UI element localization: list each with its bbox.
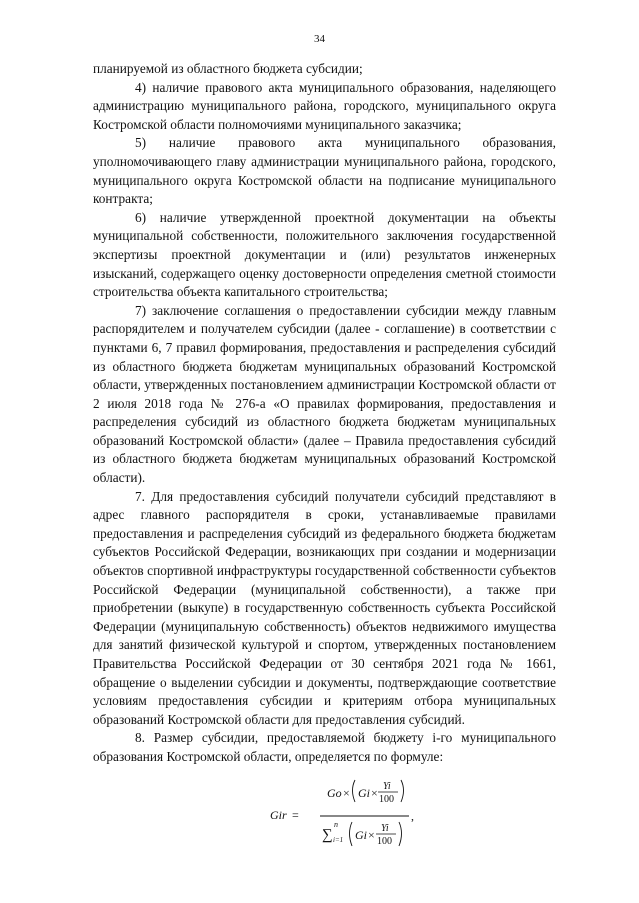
formula-yi-2: Yi — [381, 823, 389, 834]
paragraph-item-6: 6) наличие утвержденной проектной документации на объекты муниципальной собственности, положительного заключения государственной экспертизы проектной документации и (или) результатов инженерных изысканий, содержащего оценку достоверности определения сметной стоимости строительства объекта капитального строительства; — [93, 209, 556, 300]
document-body — [93, 60, 556, 767]
formula-trailing-comma: , — [411, 809, 414, 823]
formula-times-2: × — [371, 786, 378, 800]
formula-yi-1: Yi — [383, 781, 391, 792]
paragraph-item-4: 4) наличие правового акта муниципального образования, наделяющего администрацию муниципального района, городского, муниципального округа Костромской области полномочиями муниципального заказчика; — [93, 79, 556, 132]
formula-paren-right-2 — [399, 822, 402, 846]
formula-paren-left-1 — [353, 780, 356, 802]
formula-sigma-lower: i=1 — [333, 836, 344, 844]
subsidy-formula — [270, 770, 430, 860]
formula-sigma-upper: n — [334, 820, 338, 829]
formula-paren-left-2 — [350, 822, 353, 846]
formula-sigma: ∑ — [322, 827, 333, 843]
formula-gi-1: Gi — [358, 786, 370, 800]
formula-times-1: × — [343, 786, 350, 800]
formula-hundred-1: 100 — [379, 794, 394, 805]
formula-lhs: Gir — [270, 808, 287, 822]
formula-times-3: × — [368, 828, 375, 842]
paragraph-section-8: 8. Размер субсидии, предоставляемой бюджету i-го муниципального образования Костромской области, определяется по формуле: — [93, 730, 556, 764]
formula-go: Go — [327, 786, 342, 800]
page-number: 34 — [314, 33, 325, 45]
formula-gi-2: Gi — [355, 828, 367, 842]
paragraph-item-7: 7) заключение соглашения о предоставлении субсидии между главным распорядителем и получателем субсидии (далее - соглашение) в соответствии с пунктами 6, 7 правил формирования, предоставления и распределения субсидий из областного бюджета бюджетам муниципальных образований Костромской области, утвержденных постановлением администрации Костромской области от 2 июля 2018 года № 276-а «О правилах формирования, предоставления и распределения субсидий из областного бюджета бюджетам муниципальных образований Костромской области» (далее – Правила предоставления субсидий из областного бюджета бюджетам муниципальных образований Костромской области). — [93, 302, 556, 486]
paragraph-0: планируемой из областного бюджета субсидии; — [93, 61, 363, 76]
formula-paren-right-1 — [401, 780, 404, 802]
formula-hundred-2: 100 — [377, 836, 392, 847]
formula-equals: = — [292, 808, 299, 822]
paragraph-section-7: 7. Для предоставления субсидий получатели субсидий представляют в адрес главного распорядителя в сроки, устанавливаемые правилами предоставления и распределения субсидий из федерального бюджета бюджетам субъектов Российской Федерации, возникающих при создании и модернизации объектов спортивной инфраструктуры государственной собственности субъектов Российской Федерации (муниципальной собственности), а также при приобретении (выкупе) в государственную собственность субъекта Российской Федерации (муниципальную собственность) объектов недвижимого имущества для занятий физической культурой и спортом, утвержденных постановлением Правительства Российской Федерации от 30 сентября 2021 года № 1661, обращение о выделении субсидии и документы, подтверждающие соответствие условиям предоставления субсидии и критериям отбора муниципальных образований Костромской области для предоставления субсидий. — [93, 488, 556, 727]
paragraph-item-5: 5) наличие правового акта муниципального образования, уполномочивающего главу администрации муниципального района, городского, муниципального округа Костромской области на подписание муниципального контракта; — [93, 135, 556, 207]
